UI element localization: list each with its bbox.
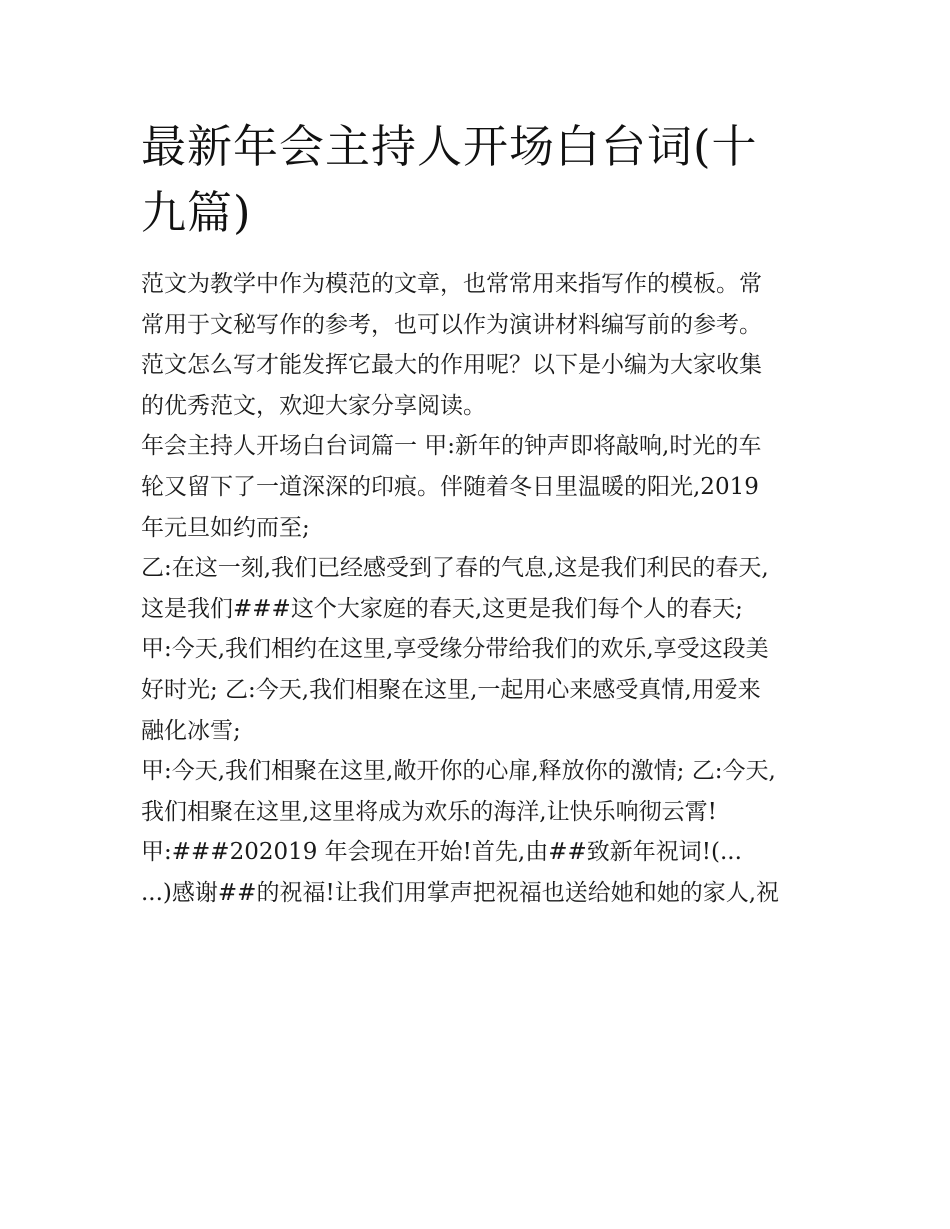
body-paragraph bbox=[141, 548, 813, 629]
document-page bbox=[141, 114, 813, 914]
body-paragraph bbox=[141, 629, 813, 751]
text-line: 轮又留下了一道深深的印痕。伴随着冬日里温暖的阳光,2019 bbox=[141, 473, 759, 500]
body-paragraph bbox=[141, 426, 813, 548]
text-line: 的优秀范文，欢迎大家分享阅读。 bbox=[141, 392, 486, 419]
text-line: 好时光; 乙:今天,我们相聚在这里,一起用心来感受真情,用爱来 bbox=[141, 676, 761, 703]
text-line: 我们相聚在这里,这里将成为欢乐的海洋,让快乐响彻云霄! bbox=[141, 798, 717, 825]
text-line: ...)感谢##的祝福!让我们用掌声把祝福也送给她和她的家人,祝 bbox=[141, 879, 780, 906]
document-title bbox=[141, 114, 813, 246]
body-paragraph bbox=[141, 832, 813, 913]
text-line: 范文为教学中作为模范的文章，也常常用来指写作的模板。常 bbox=[141, 271, 762, 297]
text-line: 年元旦如约而至; bbox=[141, 514, 310, 541]
text-line: 范文怎么写才能发挥它最大的作用呢？以下是小编为大家收集 bbox=[141, 352, 762, 379]
text-line: 年会主持人开场白台词篇一 甲:新年的钟声即将敲响,时光的车 bbox=[141, 433, 762, 460]
text-line: 乙:在这一刻,我们已经感受到了春的气息,这是我们利民的春天, bbox=[141, 555, 769, 582]
title-line: 最新年会主持人开场白台词(十 bbox=[141, 120, 758, 173]
body-paragraph bbox=[141, 751, 813, 832]
text-line: 这是我们###这个大家庭的春天,这更是我们每个人的春天; bbox=[141, 595, 743, 622]
text-line: 融化冰雪; bbox=[141, 717, 241, 744]
text-line: 甲:###202019 年会现在开始!首先,由##致新年祝词!(... bbox=[141, 839, 742, 866]
text-line: 甲:今天,我们相约在这里,享受缘分带给我们的欢乐,享受这段美 bbox=[141, 636, 769, 663]
intro-paragraph bbox=[141, 264, 813, 426]
text-line: 甲:今天,我们相聚在这里,敞开你的心扉,释放你的激情; 乙:今天, bbox=[141, 758, 776, 785]
text-line: 常用于文秘写作的参考，也可以作为演讲材料编写前的参考。 bbox=[141, 311, 762, 338]
title-line: 九篇) bbox=[141, 186, 252, 239]
